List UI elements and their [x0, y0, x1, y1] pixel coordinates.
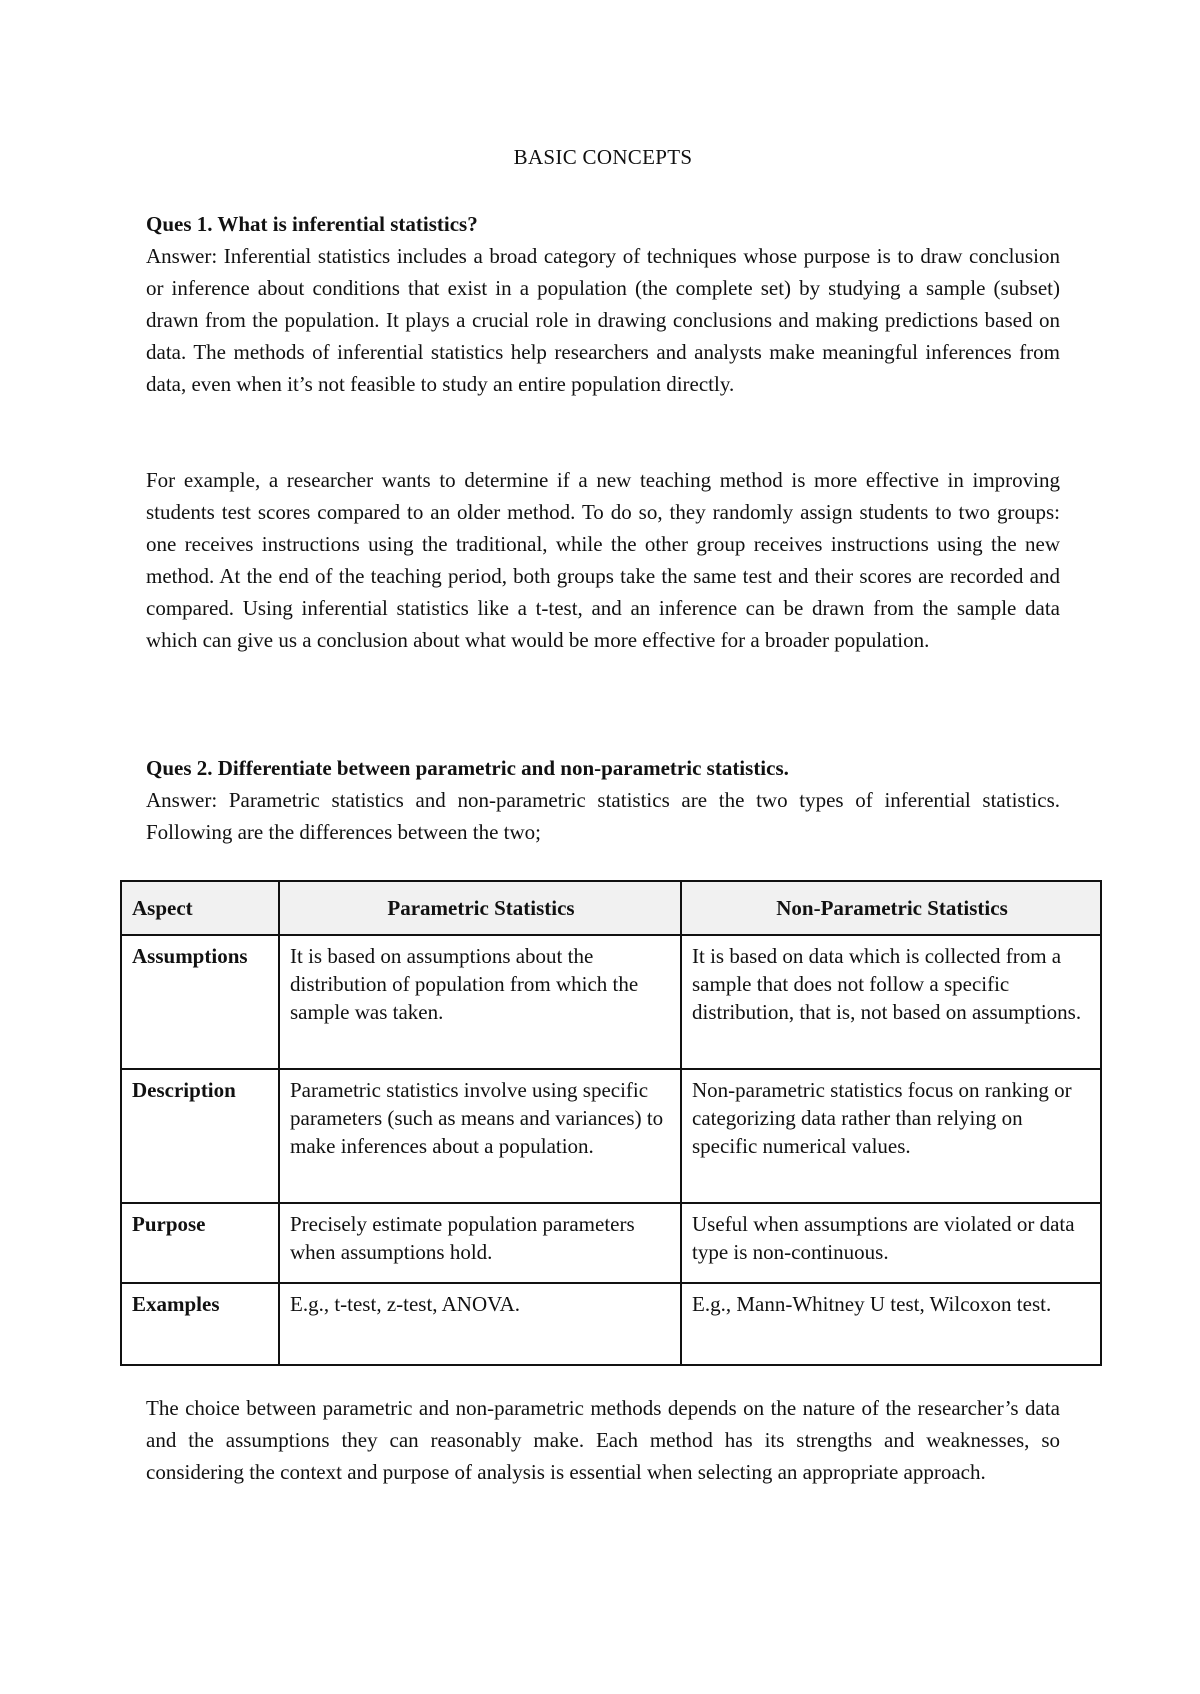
row-non-parametric-cell: Non-parametric statistics focus on ranking or categorizing data rather than relying on specific numerical values.	[681, 1069, 1101, 1203]
row-non-parametric-cell: E.g., Mann-Whitney U test, Wilcoxon test.	[681, 1283, 1101, 1365]
header-aspect: Aspect	[121, 881, 279, 935]
table-row	[121, 1069, 1101, 1203]
row-aspect-cell: Description	[121, 1069, 279, 1203]
document-title: BASIC CONCEPTS	[513, 145, 693, 169]
header-parametric: Parametric Statistics	[279, 881, 681, 935]
row-parametric-cell: Parametric statistics involve using specific parameters (such as means and variances) to make inferences about a population.	[279, 1069, 681, 1203]
comparison-table	[120, 880, 1102, 1366]
comparison-table-wrapper	[120, 880, 1100, 1366]
row-parametric-cell: E.g., t-test, z-test, ANOVA.	[279, 1283, 681, 1365]
table-row	[121, 1203, 1101, 1283]
row-non-parametric-cell: It is based on data which is collected from a sample that does not follow a specific distribution, that is, not based on assumptions.	[681, 935, 1101, 1069]
row-aspect-cell: Assumptions	[121, 935, 279, 1069]
closing-paragraph: The choice between parametric and non-parametric methods depends on the nature of the researcher’s data and the assumptions they can reasonably make. Each method has its strengths and weaknesses, so considering the context and purpose of analysis is essential when selecting an appropriate approach.	[146, 1396, 1060, 1484]
question-1-heading: Ques 1. What is inferential statistics?	[146, 212, 478, 236]
question-1-example: For example, a researcher wants to determine if a new teaching method is more effective in improving students test scores compared to an older method. To do so, they randomly assign students to two groups: one receives instructions using the traditional, while the other group receives instructions using the new method. At the end of the teaching period, both groups take the same test and their scores are recorded and compared. Using inferential statistics like a t-test, and an inference can be drawn from the sample data which can give us a conclusion about what would be more effective for a broader population.	[146, 468, 1060, 652]
table-header-row	[121, 881, 1101, 935]
row-parametric-cell: It is based on assumptions about the distribution of population from which the sample was taken.	[279, 935, 681, 1069]
row-non-parametric-cell: Useful when assumptions are violated or data type is non-continuous.	[681, 1203, 1101, 1283]
row-aspect-cell: Examples	[121, 1283, 279, 1365]
row-parametric-cell: Precisely estimate population parameters when assumptions hold.	[279, 1203, 681, 1283]
table-row	[121, 1283, 1101, 1365]
question-2-answer: Answer: Parametric statistics and non-parametric statistics are the two types of inferential statistics. Following are the differences between the two;	[146, 788, 1060, 844]
table-row	[121, 935, 1101, 1069]
question-1-answer: Answer: Inferential statistics includes a broad category of techniques whose purpose is to draw conclusion or inference about conditions that exist in a population (the complete set) by studying a sample (subset) drawn from the population. It plays a crucial role in drawing conclusions and making predictions based on data. The methods of inferential statistics help researchers and analysts make meaningful inferences from data, even when it’s not feasible to study an entire population directly.	[146, 244, 1060, 396]
header-non-parametric: Non-Parametric Statistics	[681, 881, 1101, 935]
row-aspect-cell: Purpose	[121, 1203, 279, 1283]
question-2-heading: Ques 2. Differentiate between parametric and non-parametric statistics.	[146, 756, 789, 780]
